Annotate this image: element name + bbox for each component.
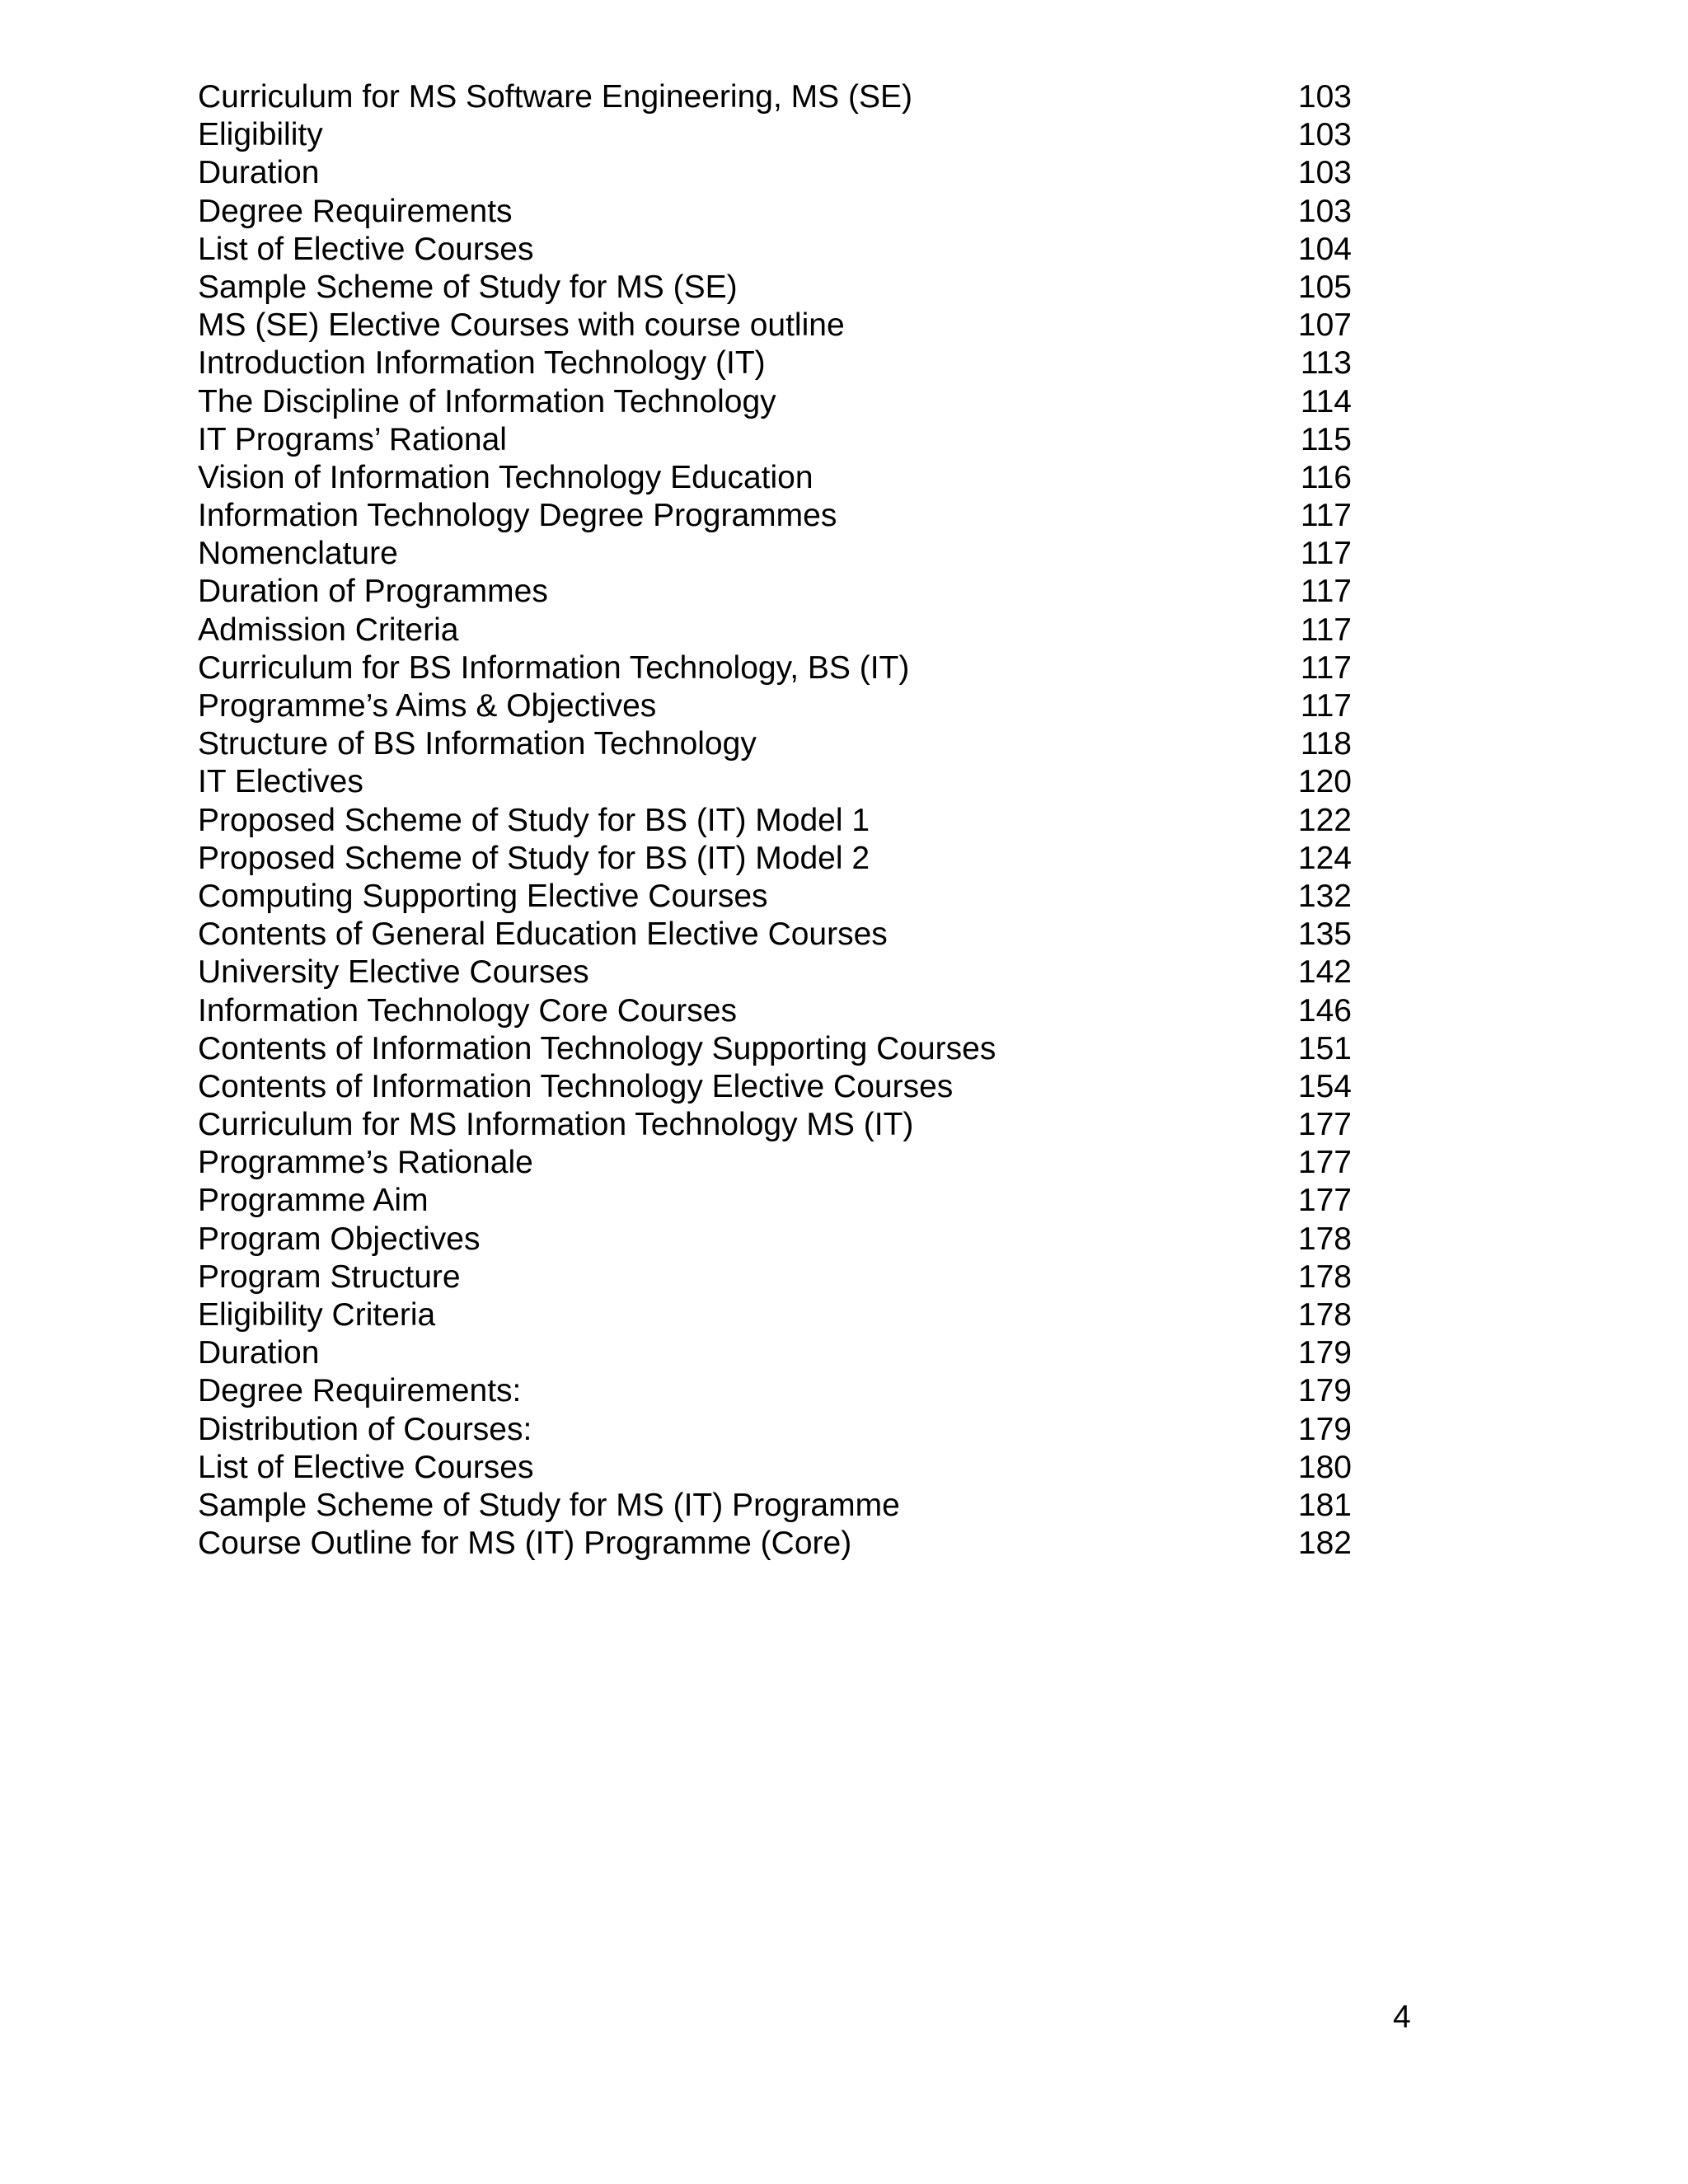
toc-entry-page-number: 178 [1297,1297,1352,1333]
toc-entry-page-number: 178 [1297,1221,1352,1257]
toc-entry-title: Nomenclature [198,536,398,572]
toc-entry-title: Proposed Scheme of Study for BS (IT) Model 1 [198,802,870,838]
toc-entry-title: Degree Requirements: [198,1373,522,1409]
toc-entry-page-number: 103 [1297,193,1352,229]
toc-entry-page-number: 122 [1297,802,1352,838]
toc-entry-page-number: 117 [1300,498,1352,534]
toc-entry-page-number: 103 [1297,79,1352,115]
toc-entry-page-number: 179 [1297,1411,1352,1447]
toc-entry [198,802,1352,840]
toc-entry-title: Course Outline for MS (IT) Programme (Core) [198,1526,852,1562]
toc-entry [198,1449,1352,1487]
toc-entry-page-number: 179 [1297,1335,1352,1371]
toc-entry-page-number: 177 [1297,1145,1352,1181]
toc-entry [198,840,1352,878]
toc-entry-page-number: 135 [1297,916,1352,953]
toc-entry [198,344,1352,382]
toc-entry-page-number: 178 [1297,1258,1352,1295]
toc-entry-page-number: 115 [1300,421,1352,457]
toc-entry-title: Eligibility Criteria [198,1297,436,1333]
toc-entry-page-number: 105 [1297,269,1352,305]
toc-entry-title: Contents of General Education Elective Courses [198,916,888,953]
toc-entry-title: Duration of Programmes [198,574,548,610]
toc-entry [198,954,1352,991]
toc-entry-page-number: 124 [1297,840,1352,876]
toc-entry-title: Duration [198,1335,320,1371]
toc-entry [198,1487,1352,1525]
toc-entry-page-number: 103 [1297,155,1352,191]
toc-entry-page-number: 117 [1300,649,1352,686]
toc-entry-title: Programme’s Aims & Objectives [198,688,657,724]
toc-entry-title: Information Technology Degree Programmes [198,498,837,534]
toc-entry-page-number: 117 [1300,574,1352,610]
table-of-contents [198,78,1352,1563]
toc-entry-title: Proposed Scheme of Study for BS (IT) Model 2 [198,840,870,876]
toc-entry-title: List of Elective Courses [198,1449,534,1485]
toc-entry-title: Eligibility [198,117,323,153]
toc-entry [198,687,1352,725]
toc-entry-page-number: 177 [1297,1107,1352,1143]
toc-entry [198,1296,1352,1334]
page-number: 4 [1393,1999,1411,2035]
toc-entry-title: Sample Scheme of Study for MS (IT) Programme [198,1487,900,1523]
toc-entry-title: Program Structure [198,1258,461,1295]
toc-entry [198,1068,1352,1106]
toc-entry [198,116,1352,154]
toc-entry-page-number: 113 [1300,345,1352,382]
toc-entry [198,535,1352,573]
toc-entry-page-number: 182 [1297,1526,1352,1562]
toc-entry [198,421,1352,459]
toc-entry-page-number: 117 [1300,612,1352,648]
toc-entry [198,1334,1352,1372]
toc-entry-title: Programme’s Rationale [198,1145,533,1181]
toc-entry-page-number: 118 [1300,726,1352,762]
toc-entry-page-number: 107 [1297,307,1352,344]
toc-entry-page-number: 154 [1297,1068,1352,1104]
toc-entry-page-number: 180 [1297,1449,1352,1485]
toc-entry-title: Programme Aim [198,1183,429,1219]
toc-entry [198,992,1352,1030]
toc-entry-page-number: 151 [1297,1030,1352,1066]
toc-entry-title: Curriculum for BS Information Technology, BS (IT) [198,649,910,686]
toc-entry-page-number: 103 [1297,117,1352,153]
toc-entry [198,269,1352,307]
toc-entry [198,193,1352,231]
toc-entry-title: Information Technology Core Courses [198,992,737,1029]
toc-entry-page-number: 114 [1300,383,1352,419]
toc-entry [198,573,1352,611]
toc-entry-title: Computing Supporting Elective Courses [198,878,768,914]
toc-entry-title: University Elective Courses [198,954,589,991]
toc-entry-title: Distribution of Courses: [198,1411,532,1447]
toc-entry [198,154,1352,192]
toc-entry [198,459,1352,497]
toc-entry-title: MS (SE) Elective Courses with course outline [198,307,845,344]
toc-entry [198,231,1352,269]
toc-entry-title: Vision of Information Technology Education [198,459,814,495]
toc-entry-title: Structure of BS Information Technology [198,726,757,762]
toc-entry-title: Admission Criteria [198,612,459,648]
toc-entry-title: The Discipline of Information Technology [198,383,776,419]
toc-entry-page-number: 104 [1297,231,1352,267]
toc-entry [198,1258,1352,1296]
toc-entry-page-number: 116 [1300,459,1352,495]
toc-entry [198,725,1352,763]
toc-entry [198,612,1352,649]
toc-entry-title: Program Objectives [198,1221,481,1257]
toc-entry-page-number: 117 [1300,536,1352,572]
toc-entry [198,763,1352,801]
toc-entry-page-number: 146 [1297,992,1352,1029]
toc-entry-title: List of Elective Courses [198,231,534,267]
toc-entry [198,649,1352,687]
toc-entry-title: Sample Scheme of Study for MS (SE) [198,269,738,305]
toc-entry-title: Contents of Information Technology Elective Courses [198,1068,954,1104]
toc-entry-title: Duration [198,155,320,191]
toc-entry-title: IT Programs’ Rational [198,421,507,457]
toc-entry [198,878,1352,916]
toc-entry [198,1411,1352,1449]
toc-entry [198,1221,1352,1258]
toc-entry-title: Curriculum for MS Information Technology MS (IT) [198,1107,914,1143]
toc-entry [198,1525,1352,1563]
toc-entry [198,1144,1352,1182]
toc-entry [198,1106,1352,1144]
toc-entry-page-number: 117 [1300,688,1352,724]
toc-entry-title: Curriculum for MS Software Engineering, MS (SE) [198,79,912,115]
toc-entry [198,497,1352,535]
toc-entry [198,1030,1352,1068]
toc-entry [198,1182,1352,1220]
toc-entry-page-number: 179 [1297,1373,1352,1409]
toc-entry-page-number: 120 [1297,764,1352,800]
toc-entry-page-number: 132 [1297,878,1352,914]
toc-entry-title: Contents of Information Technology Supporting Courses [198,1030,996,1066]
toc-entry [198,916,1352,954]
toc-entry-page-number: 177 [1297,1183,1352,1219]
toc-entry [198,78,1352,116]
toc-entry-title: Degree Requirements [198,193,513,229]
toc-entry [198,1372,1352,1410]
toc-entry-page-number: 142 [1297,954,1352,991]
toc-entry-title: IT Electives [198,764,363,800]
toc-entry-title: Introduction Information Technology (IT) [198,345,766,382]
toc-entry [198,307,1352,344]
toc-entry-page-number: 181 [1297,1487,1352,1523]
toc-entry [198,383,1352,421]
